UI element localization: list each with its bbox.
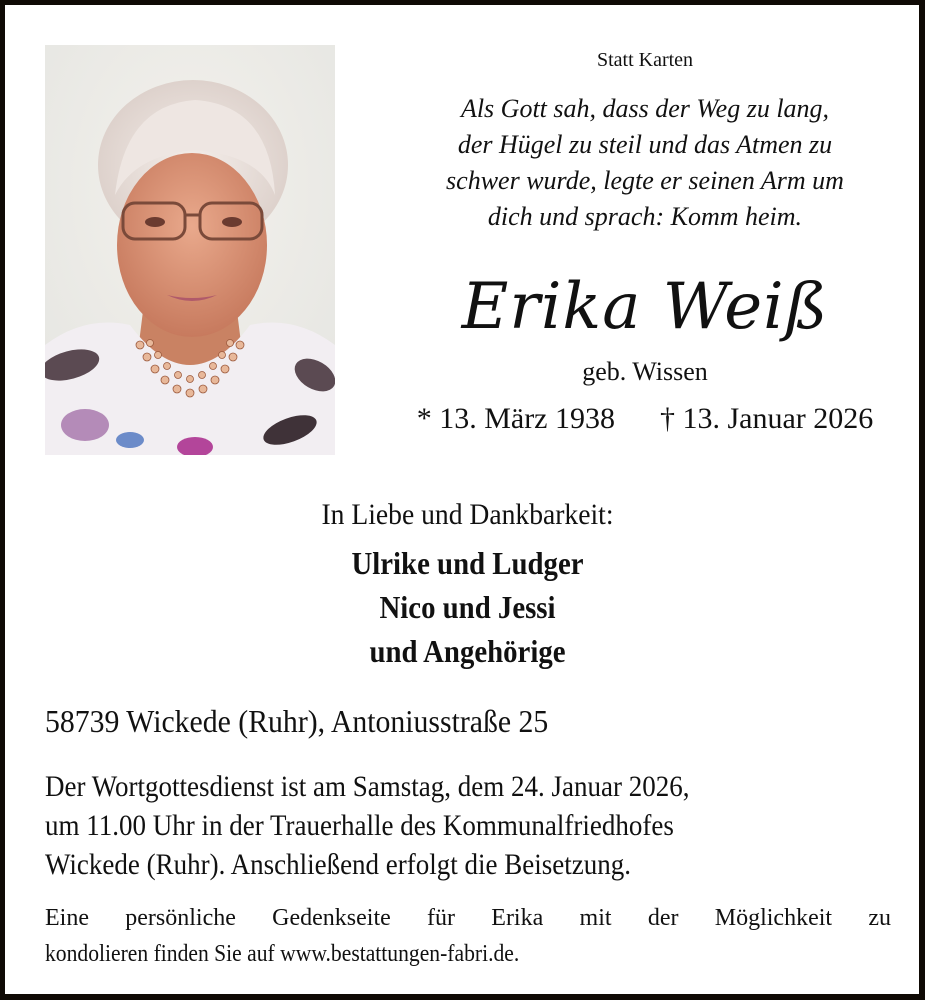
poem-line: schwer wurde, legte er seinen Arm um — [446, 166, 844, 195]
header-statt-karten: Statt Karten — [596, 49, 694, 71]
birth-name: geb. Wissen — [582, 357, 708, 386]
life-dates — [375, 399, 915, 439]
mourner: Ulrike und Ludger — [351, 545, 584, 581]
poem-line: der Hügel zu steil und das Atmen zu — [457, 130, 833, 159]
word: zu — [868, 905, 891, 931]
birth-date: 13. März 1938 — [439, 402, 615, 435]
deceased-name: Erika Weiß — [461, 270, 829, 344]
poem-line: Als Gott sah, dass der Weg zu lang, — [460, 94, 830, 123]
word: Gedenkseite — [272, 905, 391, 931]
service-line: Der Wortgottesdienst ist am Samstag, dem 24. Januar 2026, — [45, 770, 690, 803]
memorial-line-2: kondolieren finden Sie auf www.bestattungen-fabri.de. — [45, 941, 520, 967]
cross-icon: † — [660, 402, 675, 435]
memorial-info — [45, 900, 891, 972]
word: Möglichkeit — [714, 905, 833, 931]
mourner: und Angehörige — [369, 633, 566, 669]
death-date: 13. Januar 2026 — [682, 402, 874, 435]
word: Eine — [45, 905, 89, 931]
mourners-list — [51, 541, 884, 673]
portrait-image — [45, 45, 335, 455]
mourner: Nico und Jessi — [379, 589, 556, 625]
service-line: Wickede (Ruhr). Anschließend erfolgt die Beisetzung. — [45, 848, 631, 881]
portrait-photo — [45, 45, 335, 455]
poem-line: dich und sprach: Komm heim. — [487, 202, 803, 231]
address: 58739 Wickede (Ruhr), Antoniusstraße 25 — [45, 703, 549, 739]
word: persönliche — [125, 905, 236, 931]
service-info — [45, 767, 891, 884]
service-line: um 11.00 Uhr in der Trauerhalle des Kommunalfriedhofes — [45, 809, 674, 842]
word: Erika — [491, 905, 544, 931]
word: mit — [579, 905, 612, 931]
word: der — [647, 905, 679, 931]
word: für — [427, 905, 456, 931]
birth-star-icon: * — [416, 402, 432, 435]
thanks-line: In Liebe und Dankbarkeit: — [321, 498, 614, 531]
memorial-line-1 — [45, 900, 891, 936]
poem — [375, 91, 915, 235]
